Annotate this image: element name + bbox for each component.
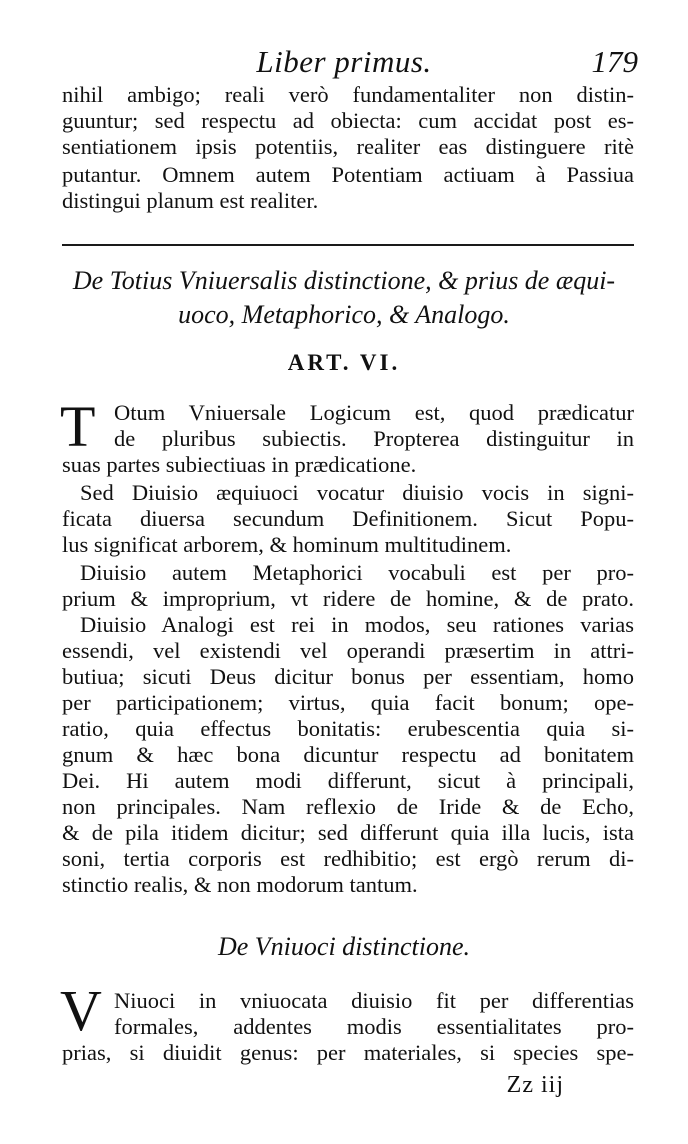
body-line: gnum & hæc bona dicuntur respectu ad bonitatem — [62, 742, 634, 767]
section-divider-rule — [62, 244, 634, 246]
article-number: ART. VI. — [287, 350, 401, 375]
body-line: & de pila itidem dicitur; sed differunt quia illa lucis, ista — [62, 820, 634, 845]
body-line: stinctio realis, & non modorum tantum. — [62, 872, 418, 897]
body-line: suas partes subiectiuas in prædicatione. — [62, 452, 417, 477]
body-line: Otum Vniuersale Logicum est, quod prædicatur — [114, 400, 634, 425]
running-title: Liber primus. — [256, 44, 432, 79]
body-line: Diuisio Analogi est rei in modos, seu rationes varias — [80, 612, 634, 637]
body-line: Dei. Hi autem modi differunt, sicut à principali, — [62, 768, 634, 793]
body-line: formales, addentes modis essentialitates pro- — [114, 1014, 634, 1039]
body-line: Diuisio autem Metaphorici vocabuli est per pro- — [80, 560, 634, 585]
body-line: ficata diuersa secundum Definitionem. Sicut Popu- — [62, 506, 634, 531]
drop-cap: V — [60, 978, 102, 1043]
body-line: de pluribus subiectis. Propterea distinguitur in — [114, 426, 634, 451]
body-line: soni, tertia corporis est redhibitio; est ergò rerum di- — [62, 846, 634, 871]
body-line: Sed Diuisio æquiuoci vocatur diuisio vocis in signi- — [80, 480, 634, 505]
body-line: prias, si diuidit genus: per materiales, si species spe- — [62, 1040, 634, 1065]
intro-line: nihil ambigo; reali verò fundamentaliter non distin- — [62, 82, 634, 107]
intro-line: distingui planum est realiter. — [62, 188, 319, 213]
body-line: essendi, vel existendi vel operandi præsertim in attri- — [62, 638, 634, 663]
intro-line: sentiationem ipsis potentiis, realiter eas distinguere ritè — [62, 134, 634, 159]
body-line: per participationem; virtus, quia facit bonum; ope- — [62, 690, 634, 715]
body-line: butiua; sicuti Deus dicitur bonus per essentiam, homo — [62, 664, 634, 689]
page-number: 179 — [591, 44, 638, 79]
intro-line: putantur. Omnem autem Potentiam actiuam à Passiua — [62, 162, 634, 187]
section-heading: De Vniuoci distinctione. — [217, 932, 470, 961]
signature-mark: Zz iij — [506, 1072, 564, 1098]
body-line: Niuoci in vniuocata diuisio fit per differentias — [114, 988, 634, 1013]
body-line: prium & improprium, vt ridere de homine, & de prato. — [62, 586, 634, 611]
intro-line: guuntur; sed respectu ad obiecta: cum accidat post es- — [62, 108, 634, 133]
body-line: non principales. Nam reflexio de Iride & de Echo, — [62, 794, 634, 819]
section-heading: De Totius Vniuersalis distinctione, & prius de æqui- — [72, 266, 616, 295]
section-heading: uoco, Metaphorico, & Analogo. — [178, 300, 510, 329]
body-line: lus significat arborem, & hominum multitudinem. — [62, 532, 512, 557]
body-line: ratio, quia effectus bonitatis: erubescentia quia si- — [62, 716, 634, 741]
drop-cap: T — [60, 394, 96, 459]
